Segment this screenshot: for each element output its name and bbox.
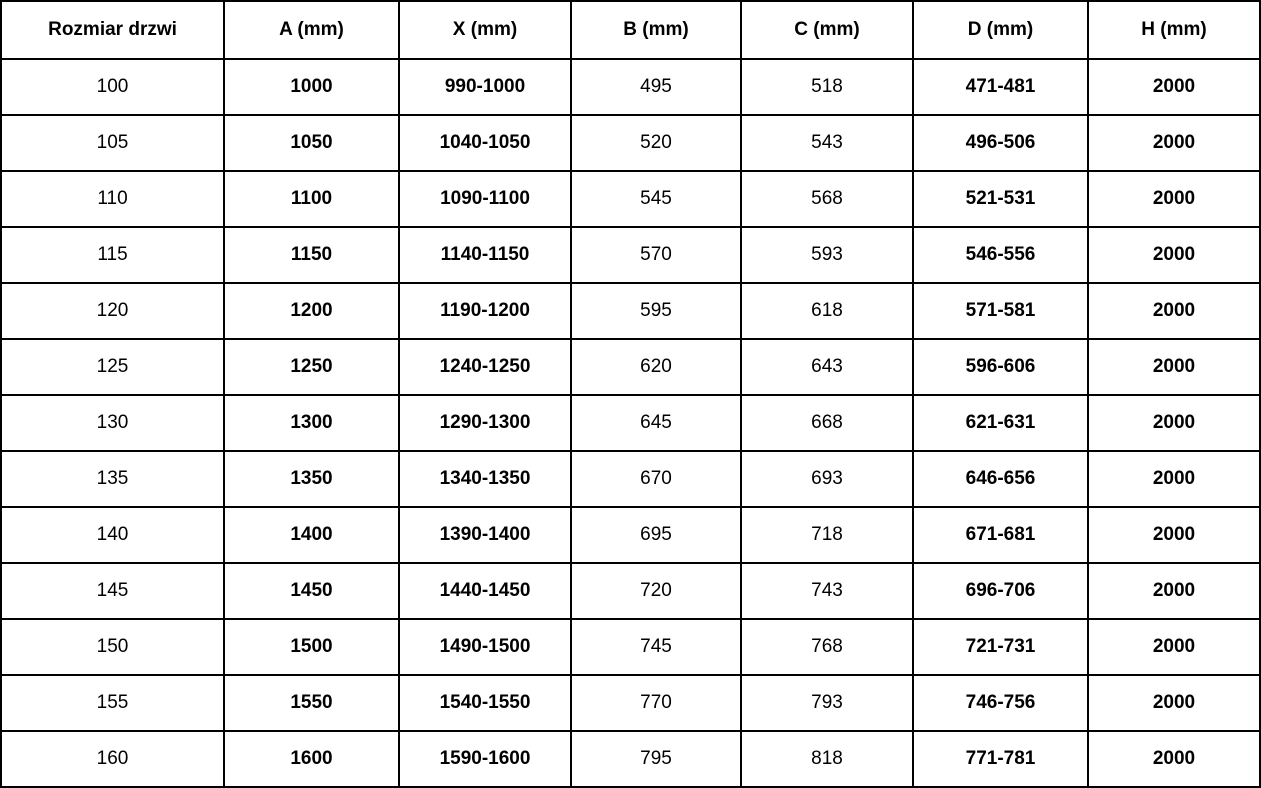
table-row xyxy=(1,563,1260,619)
cell-x: 990-1000 xyxy=(399,59,571,115)
column-header-h: H (mm) xyxy=(1088,1,1260,59)
cell-h: 2000 xyxy=(1088,675,1260,731)
cell-d: 546-556 xyxy=(913,227,1088,283)
cell-b: 695 xyxy=(571,507,741,563)
table-row xyxy=(1,227,1260,283)
cell-a: 1400 xyxy=(224,507,399,563)
cell-x: 1290-1300 xyxy=(399,395,571,451)
cell-x: 1340-1350 xyxy=(399,451,571,507)
cell-h: 2000 xyxy=(1088,171,1260,227)
cell-door-size: 105 xyxy=(1,115,224,171)
cell-d: 621-631 xyxy=(913,395,1088,451)
cell-h: 2000 xyxy=(1088,395,1260,451)
cell-door-size: 115 xyxy=(1,227,224,283)
cell-x: 1040-1050 xyxy=(399,115,571,171)
cell-door-size: 120 xyxy=(1,283,224,339)
cell-door-size: 155 xyxy=(1,675,224,731)
cell-h: 2000 xyxy=(1088,227,1260,283)
table-row xyxy=(1,675,1260,731)
cell-c: 568 xyxy=(741,171,913,227)
table-header xyxy=(1,1,1260,59)
cell-c: 718 xyxy=(741,507,913,563)
cell-door-size: 150 xyxy=(1,619,224,675)
cell-c: 543 xyxy=(741,115,913,171)
cell-d: 671-681 xyxy=(913,507,1088,563)
table-row xyxy=(1,59,1260,115)
cell-b: 745 xyxy=(571,619,741,675)
cell-d: 471-481 xyxy=(913,59,1088,115)
cell-door-size: 140 xyxy=(1,507,224,563)
cell-c: 618 xyxy=(741,283,913,339)
cell-h: 2000 xyxy=(1088,563,1260,619)
cell-d: 596-606 xyxy=(913,339,1088,395)
cell-c: 743 xyxy=(741,563,913,619)
column-header-door-size: Rozmiar drzwi xyxy=(1,1,224,59)
cell-x: 1240-1250 xyxy=(399,339,571,395)
cell-c: 793 xyxy=(741,675,913,731)
cell-h: 2000 xyxy=(1088,339,1260,395)
cell-b: 645 xyxy=(571,395,741,451)
cell-c: 768 xyxy=(741,619,913,675)
cell-x: 1440-1450 xyxy=(399,563,571,619)
cell-a: 1300 xyxy=(224,395,399,451)
cell-b: 670 xyxy=(571,451,741,507)
column-header-x: X (mm) xyxy=(399,1,571,59)
table-body xyxy=(1,59,1260,787)
table-row xyxy=(1,507,1260,563)
cell-c: 668 xyxy=(741,395,913,451)
cell-d: 771-781 xyxy=(913,731,1088,787)
table-row xyxy=(1,339,1260,395)
table-row xyxy=(1,395,1260,451)
cell-h: 2000 xyxy=(1088,731,1260,787)
cell-x: 1190-1200 xyxy=(399,283,571,339)
cell-b: 770 xyxy=(571,675,741,731)
cell-a: 1050 xyxy=(224,115,399,171)
table-header-row xyxy=(1,1,1260,59)
cell-a: 1350 xyxy=(224,451,399,507)
cell-x: 1390-1400 xyxy=(399,507,571,563)
table-row xyxy=(1,451,1260,507)
cell-b: 545 xyxy=(571,171,741,227)
cell-h: 2000 xyxy=(1088,451,1260,507)
cell-h: 2000 xyxy=(1088,59,1260,115)
cell-x: 1090-1100 xyxy=(399,171,571,227)
cell-d: 721-731 xyxy=(913,619,1088,675)
cell-b: 595 xyxy=(571,283,741,339)
cell-c: 643 xyxy=(741,339,913,395)
cell-h: 2000 xyxy=(1088,283,1260,339)
table-row xyxy=(1,283,1260,339)
cell-h: 2000 xyxy=(1088,115,1260,171)
cell-c: 593 xyxy=(741,227,913,283)
cell-x: 1140-1150 xyxy=(399,227,571,283)
column-header-c: C (mm) xyxy=(741,1,913,59)
cell-door-size: 100 xyxy=(1,59,224,115)
cell-door-size: 160 xyxy=(1,731,224,787)
column-header-b: B (mm) xyxy=(571,1,741,59)
cell-a: 1500 xyxy=(224,619,399,675)
cell-c: 693 xyxy=(741,451,913,507)
cell-d: 521-531 xyxy=(913,171,1088,227)
cell-a: 1000 xyxy=(224,59,399,115)
cell-a: 1250 xyxy=(224,339,399,395)
cell-d: 571-581 xyxy=(913,283,1088,339)
cell-x: 1590-1600 xyxy=(399,731,571,787)
cell-door-size: 130 xyxy=(1,395,224,451)
cell-b: 495 xyxy=(571,59,741,115)
column-header-d: D (mm) xyxy=(913,1,1088,59)
cell-b: 620 xyxy=(571,339,741,395)
cell-door-size: 110 xyxy=(1,171,224,227)
cell-a: 1550 xyxy=(224,675,399,731)
cell-b: 570 xyxy=(571,227,741,283)
cell-x: 1490-1500 xyxy=(399,619,571,675)
cell-door-size: 135 xyxy=(1,451,224,507)
cell-b: 720 xyxy=(571,563,741,619)
cell-x: 1540-1550 xyxy=(399,675,571,731)
cell-d: 696-706 xyxy=(913,563,1088,619)
table-row xyxy=(1,619,1260,675)
column-header-a: A (mm) xyxy=(224,1,399,59)
table-row xyxy=(1,171,1260,227)
cell-d: 496-506 xyxy=(913,115,1088,171)
cell-door-size: 145 xyxy=(1,563,224,619)
cell-a: 1100 xyxy=(224,171,399,227)
cell-a: 1150 xyxy=(224,227,399,283)
table-row xyxy=(1,115,1260,171)
cell-h: 2000 xyxy=(1088,619,1260,675)
cell-h: 2000 xyxy=(1088,507,1260,563)
cell-b: 520 xyxy=(571,115,741,171)
cell-c: 818 xyxy=(741,731,913,787)
cell-d: 746-756 xyxy=(913,675,1088,731)
cell-door-size: 125 xyxy=(1,339,224,395)
table-row xyxy=(1,731,1260,787)
cell-a: 1450 xyxy=(224,563,399,619)
cell-a: 1200 xyxy=(224,283,399,339)
cell-a: 1600 xyxy=(224,731,399,787)
cell-b: 795 xyxy=(571,731,741,787)
cell-c: 518 xyxy=(741,59,913,115)
cell-d: 646-656 xyxy=(913,451,1088,507)
